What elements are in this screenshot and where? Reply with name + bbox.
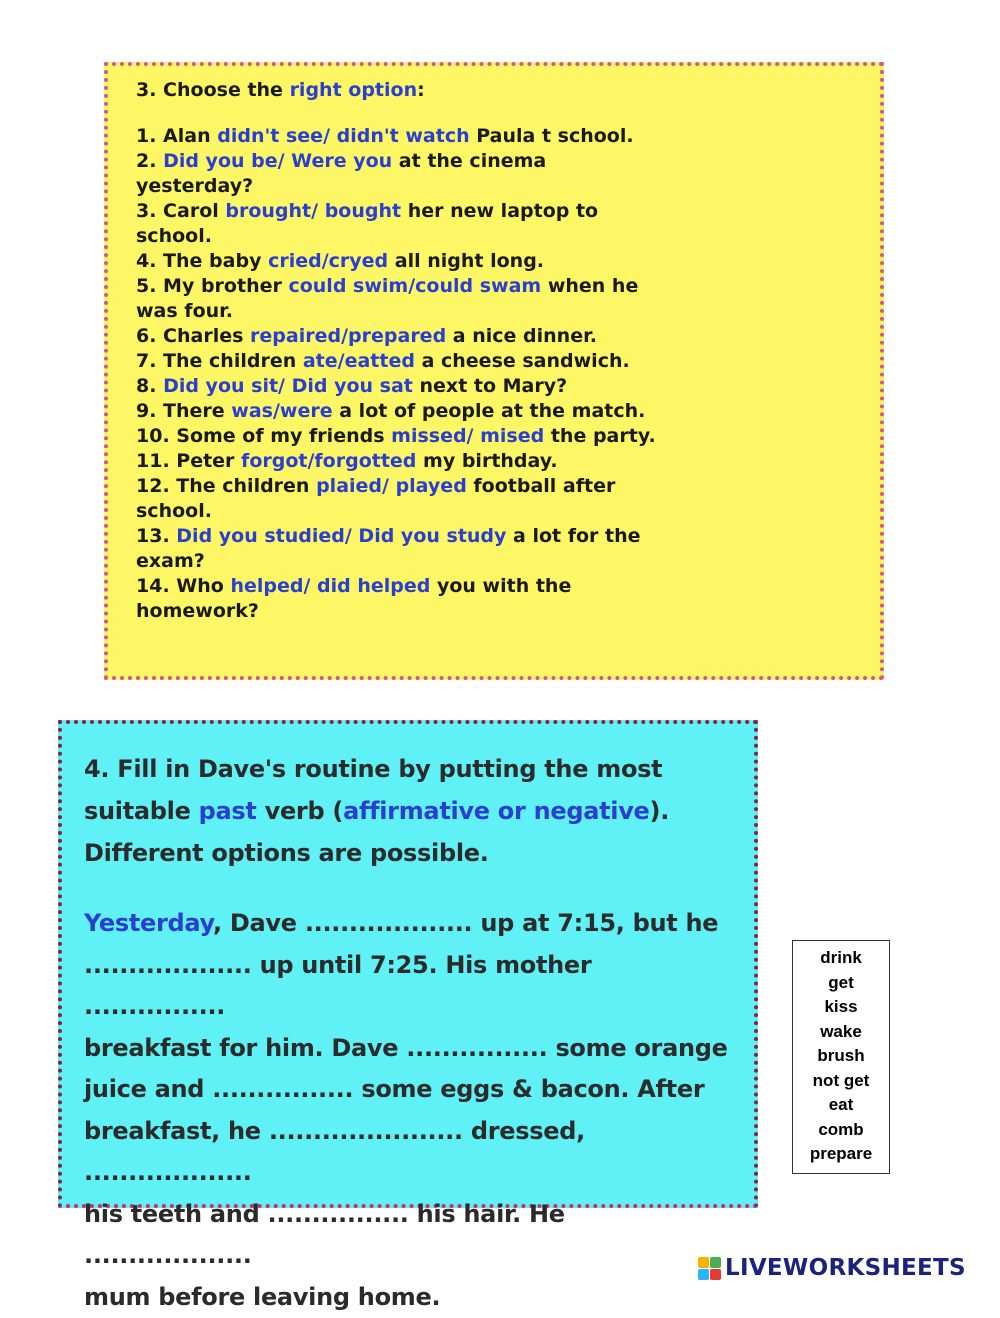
text-segment: 11. Peter (136, 450, 241, 472)
text-segment: school. (136, 500, 212, 522)
exercise-3-line (136, 349, 880, 374)
word-bank (792, 940, 890, 1174)
exercise-3-list (136, 124, 880, 624)
text-segment: 3. Carol (136, 200, 225, 222)
exercise-3-line (136, 399, 880, 424)
exercise-3-line (136, 374, 880, 399)
text-segment: suitable (84, 797, 199, 825)
answer-options: affirmative or negative (343, 797, 649, 825)
answer-options: brought/ bought (225, 200, 401, 222)
logo-square (710, 1269, 721, 1280)
answer-options: cried/cryed (268, 250, 388, 272)
text-segment: , Dave ................... up at 7:15, but he (213, 909, 718, 937)
text-segment: 4. The baby (136, 250, 268, 272)
text-segment: a lot for the (506, 525, 640, 547)
text-segment: was four. (136, 300, 233, 322)
text-segment: the party. (544, 425, 655, 447)
exercise-4-passage (84, 903, 734, 1318)
exercise-3-line (136, 449, 880, 474)
answer-options: plaied/ played (316, 475, 467, 497)
text-segment: my birthday. (416, 450, 557, 472)
word-bank-item: kiss (793, 995, 889, 1020)
answer-options: didn't see/ didn't watch (217, 125, 469, 147)
answer-options: ate/eatted (303, 350, 415, 372)
passage-line (84, 945, 734, 1028)
text-segment: verb ( (257, 797, 344, 825)
word-bank-item: comb (793, 1118, 889, 1143)
word-bank-item: brush (793, 1044, 889, 1069)
exercise-3-line (136, 599, 880, 624)
text-segment: exam? (136, 550, 205, 572)
text-segment: 14. Who (136, 575, 230, 597)
word-bank-item: drink (793, 946, 889, 971)
text-segment: a cheese sandwich. (415, 350, 630, 372)
exercise-3-line (136, 124, 880, 149)
text-segment: football after (467, 475, 616, 497)
logo-square (710, 1257, 721, 1268)
text-segment: school. (136, 225, 212, 247)
text-segment: when he (541, 275, 638, 297)
instruction-line (84, 832, 734, 874)
text-segment: a lot of people at the match. (333, 400, 646, 422)
passage-line (84, 1028, 734, 1070)
word-bank-item: not get (793, 1069, 889, 1094)
word-bank-item: prepare (793, 1142, 889, 1167)
text-segment: ................... up until 7:25. His mother ................ (84, 951, 591, 1021)
answer-options: could swim/could swam (288, 275, 541, 297)
brand-footer (698, 1253, 966, 1283)
text-segment: breakfast for him. Dave ................ some orange (84, 1034, 728, 1062)
exercise-3-line (136, 574, 880, 599)
exercise-3-title: 3. Choose the right option: (136, 78, 880, 103)
text-segment: 8. (136, 375, 163, 397)
text-segment: Paula t school. (470, 125, 634, 147)
logo-square (698, 1269, 709, 1280)
exercise-3-line (136, 524, 880, 549)
exercise-3-line (136, 224, 880, 249)
word-bank-item: get (793, 971, 889, 996)
passage-line (84, 1194, 734, 1277)
text-segment: 5. My brother (136, 275, 288, 297)
exercise-4-instruction (84, 748, 734, 874)
answer-options: Did you be/ Were you (163, 150, 392, 172)
answer-options: repaired/prepared (250, 325, 446, 347)
text-segment: 13. (136, 525, 176, 547)
exercise-3-line (136, 549, 880, 574)
instruction-line (84, 790, 734, 832)
exercise-3-card (104, 62, 884, 680)
text-segment: mum before leaving home. (84, 1283, 440, 1311)
text-segment: 9. There (136, 400, 231, 422)
answer-options: forgot/forgotted (241, 450, 416, 472)
exercise-3-line (136, 474, 880, 499)
text-segment: next to Mary? (413, 375, 567, 397)
text-segment: 6. Charles (136, 325, 250, 347)
text-segment: his teeth and ................ his hair. He ................... (84, 1200, 565, 1270)
passage-line (84, 1111, 734, 1194)
answer-options: missed/ mised (391, 425, 544, 447)
exercise-3-line (136, 174, 880, 199)
text-segment: juice and ................ some eggs & bacon. After (84, 1075, 704, 1103)
passage-line (84, 1069, 734, 1111)
answer-options: was/were (231, 400, 332, 422)
passage-line (84, 903, 734, 945)
text-segment: you with the (430, 575, 571, 597)
text-segment: 2. (136, 150, 163, 172)
answer-options: Yesterday (84, 909, 213, 937)
text-segment: yesterday? (136, 175, 253, 197)
passage-line (84, 1277, 734, 1318)
exercise-3-line (136, 299, 880, 324)
text-segment: at the cinema (392, 150, 546, 172)
text-segment: her new laptop to (401, 200, 598, 222)
text-segment: 10. Some of my friends (136, 425, 391, 447)
exercise-3-line (136, 249, 880, 274)
brand-name: LIVEWORKSHEETS (725, 1255, 966, 1281)
instruction-line (84, 748, 734, 790)
exercise-3-line (136, 324, 880, 349)
text-segment: homework? (136, 600, 259, 622)
exercise-3-line (136, 199, 880, 224)
word-bank-item: eat (793, 1093, 889, 1118)
answer-options: helped/ did helped (230, 575, 430, 597)
answer-options: past (199, 797, 257, 825)
answer-options: Did you sit/ Did you sat (163, 375, 413, 397)
answer-options: Did you studied/ Did you study (176, 525, 506, 547)
text-segment: breakfast, he ...................... dressed, ................... (84, 1117, 585, 1187)
exercise-4-card (58, 720, 758, 1208)
text-segment: 1. Alan (136, 125, 217, 147)
text-segment: 4. Fill in Dave's routine by putting the most (84, 755, 662, 783)
word-bank-item: wake (793, 1020, 889, 1045)
text-segment: Different options are possible. (84, 839, 489, 867)
liveworksheets-logo-icon (698, 1257, 721, 1280)
exercise-3-line (136, 149, 880, 174)
text-segment: ). (650, 797, 670, 825)
text-segment: 12. The children (136, 475, 316, 497)
logo-square (698, 1257, 709, 1268)
text-segment: all night long. (388, 250, 544, 272)
text-segment: 7. The children (136, 350, 303, 372)
text-segment: a nice dinner. (446, 325, 597, 347)
exercise-3-line (136, 424, 880, 449)
exercise-3-line (136, 499, 880, 524)
exercise-3-line (136, 274, 880, 299)
